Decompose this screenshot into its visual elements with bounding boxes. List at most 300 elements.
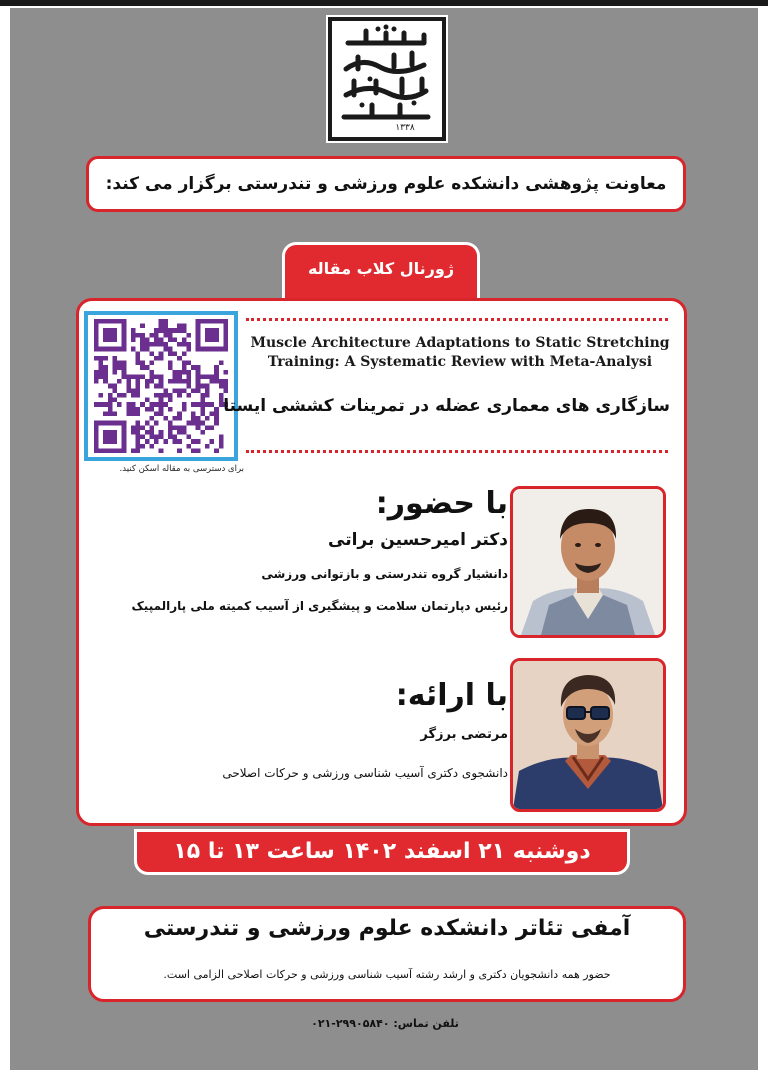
qr-module <box>154 337 159 342</box>
qr-module <box>99 319 104 324</box>
qr-module <box>219 379 224 384</box>
qr-module <box>136 407 141 412</box>
qr-module <box>94 319 99 324</box>
qr-module <box>196 324 201 329</box>
qr-module <box>219 435 224 440</box>
article-title-english <box>246 334 674 372</box>
qr-module <box>196 439 201 444</box>
qr-module <box>117 402 122 407</box>
article-title-english-line-2: Training: A Systematic Review with Meta-Analysi <box>267 354 653 370</box>
qr-module <box>223 328 228 333</box>
qr-module <box>145 430 150 435</box>
qr-module <box>205 388 210 393</box>
qr-module <box>136 435 141 440</box>
qr-module <box>182 407 187 412</box>
qr-module <box>214 337 219 342</box>
qr-module <box>136 388 141 393</box>
qr-module <box>168 361 173 366</box>
qr-module <box>210 328 215 333</box>
qr-module <box>117 379 122 384</box>
qr-module <box>173 351 178 356</box>
qr-module <box>173 328 178 333</box>
qr-module <box>219 439 224 444</box>
qr-module <box>149 379 154 384</box>
qr-module <box>196 374 201 379</box>
qr-module <box>154 411 159 416</box>
qr-module <box>99 370 104 375</box>
qr-module <box>122 435 127 440</box>
qr-module <box>173 337 178 342</box>
qr-module <box>210 379 215 384</box>
qr-module <box>186 374 191 379</box>
qr-module <box>108 448 113 453</box>
qr-module <box>168 425 173 430</box>
qr-module <box>186 333 191 338</box>
qr-module <box>205 374 210 379</box>
qr-module <box>210 374 215 379</box>
qr-module <box>223 379 228 384</box>
qr-module <box>173 425 178 430</box>
qr-module <box>117 393 122 398</box>
qr-module <box>131 425 136 430</box>
qr-module <box>200 421 205 426</box>
qr-module <box>173 388 178 393</box>
qr-module <box>145 421 150 426</box>
qr-module <box>182 379 187 384</box>
qr-module <box>173 370 178 375</box>
qr-module <box>159 407 164 412</box>
qr-module <box>136 351 141 356</box>
qr-module <box>103 411 108 416</box>
qr-module <box>149 351 154 356</box>
qr-module <box>200 402 205 407</box>
qr-module <box>186 421 191 426</box>
qr-module <box>200 411 205 416</box>
qr-module <box>131 328 136 333</box>
qr-module <box>145 365 150 370</box>
event-date-time: دوشنبه ۲۱ اسفند ۱۴۰۲ ساعت ۱۳ تا ۱۵ <box>134 829 630 875</box>
qr-module <box>168 398 173 403</box>
qr-module <box>168 435 173 440</box>
qr-module <box>112 347 117 352</box>
qr-module <box>94 421 99 426</box>
qr-module <box>131 407 136 412</box>
organizer-banner: معاونت پژوهشی دانشکده علوم ورزشی و تندرستی برگزار می کند: <box>86 156 686 212</box>
qr-module <box>205 393 210 398</box>
qr-module <box>103 448 108 453</box>
qr-module <box>214 328 219 333</box>
qr-module <box>168 430 173 435</box>
qr-module <box>103 379 108 384</box>
qr-module <box>182 324 187 329</box>
qr-module <box>103 365 108 370</box>
qr-module <box>223 388 228 393</box>
qr-module <box>163 439 168 444</box>
qr-module <box>103 402 108 407</box>
contact-info <box>200 1017 570 1030</box>
qr-module <box>214 370 219 375</box>
qr-module <box>112 370 117 375</box>
qr-module <box>140 425 145 430</box>
qr-module <box>196 416 201 421</box>
qr-module <box>154 333 159 338</box>
qr-module <box>112 411 117 416</box>
qr-module <box>196 337 201 342</box>
qr-module <box>159 384 164 389</box>
supervisor-role-paralympic: رئیس دپارتمان سلامت و پیشگیری از آسیب کمیته ملی پارالمپیک <box>131 599 508 613</box>
qr-module <box>108 384 113 389</box>
qr-module <box>186 444 191 449</box>
qr-module <box>191 448 196 453</box>
qr-module <box>94 333 99 338</box>
qr-module <box>136 425 141 430</box>
qr-module <box>136 333 141 338</box>
qr-module <box>173 374 178 379</box>
qr-module <box>205 337 210 342</box>
qr-module <box>196 328 201 333</box>
qr-module <box>210 337 215 342</box>
qr-module <box>140 365 145 370</box>
qr-module <box>200 407 205 412</box>
qr-module <box>168 365 173 370</box>
qr-module <box>149 430 154 435</box>
qr-module <box>168 333 173 338</box>
qr-module <box>136 379 141 384</box>
qr-module <box>182 402 187 407</box>
qr-module <box>154 439 159 444</box>
qr-module <box>99 356 104 361</box>
qr-module <box>163 333 168 338</box>
qr-module <box>163 388 168 393</box>
qr-module <box>103 439 108 444</box>
qr-module <box>205 333 210 338</box>
qr-module <box>108 421 113 426</box>
qr-module <box>149 370 154 375</box>
qr-module <box>191 416 196 421</box>
qr-module <box>173 439 178 444</box>
qr-module <box>205 384 210 389</box>
qr-module <box>131 411 136 416</box>
qr-module <box>182 370 187 375</box>
qr-module <box>103 356 108 361</box>
attendance-note: حضور همه دانشجویان دکتری و ارشد رشته آسیب شناسی ورزشی و حرکات اصلاحی الزامی است. <box>163 968 611 981</box>
qr-module <box>112 384 117 389</box>
qr-module <box>173 379 178 384</box>
qr-module <box>182 365 187 370</box>
qr-module <box>136 430 141 435</box>
qr-module <box>136 356 141 361</box>
qr-module <box>154 384 159 389</box>
qr-module <box>219 361 224 366</box>
qr-module <box>145 439 150 444</box>
qr-module <box>112 398 117 403</box>
qr-module <box>196 379 201 384</box>
qr-module <box>214 416 219 421</box>
qr-module <box>117 319 122 324</box>
qr-module <box>210 333 215 338</box>
qr-module <box>145 347 150 352</box>
qr-module <box>205 347 210 352</box>
qr-module <box>196 388 201 393</box>
qr-module <box>214 374 219 379</box>
qr-module <box>136 361 141 366</box>
qr-module <box>112 361 117 366</box>
venue-title: آمفی تئاتر دانشکده علوم ورزشی و تندرستی <box>143 916 631 941</box>
qr-module <box>94 425 99 430</box>
qr-module <box>108 430 113 435</box>
qr-module <box>186 379 191 384</box>
qr-module <box>126 388 131 393</box>
qr-module <box>94 328 99 333</box>
qr-module <box>149 402 154 407</box>
qr-module <box>117 347 122 352</box>
qr-module <box>163 393 168 398</box>
qr-module <box>112 333 117 338</box>
presenter-portrait-image <box>513 661 663 809</box>
qr-module <box>145 407 150 412</box>
qr-module <box>177 439 182 444</box>
qr-module <box>186 361 191 366</box>
qr-module <box>108 319 113 324</box>
qr-module <box>122 370 127 375</box>
qr-module <box>177 374 182 379</box>
qr-module <box>214 347 219 352</box>
qr-module <box>154 435 159 440</box>
qr-module <box>131 430 136 435</box>
qr-module <box>223 319 228 324</box>
qr-module <box>168 347 173 352</box>
qr-module <box>173 435 178 440</box>
qr-module <box>112 430 117 435</box>
qr-module <box>131 374 136 379</box>
qr-module <box>122 393 127 398</box>
contact-phone[interactable]: ۰۲۱-۲۹۹۰۵۸۴۰ <box>311 1017 390 1030</box>
qr-module <box>159 342 164 347</box>
qr-module <box>126 407 131 412</box>
qr-module <box>99 421 104 426</box>
qr-module <box>94 402 99 407</box>
qr-module <box>112 448 117 453</box>
qr-module <box>177 379 182 384</box>
qr-module <box>117 365 122 370</box>
qr-module <box>196 425 201 430</box>
qr-module <box>94 444 99 449</box>
qr-module <box>112 356 117 361</box>
qr-module <box>136 411 141 416</box>
qr-module <box>159 337 164 342</box>
qr-module <box>122 425 127 430</box>
qr-module <box>214 411 219 416</box>
qr-module <box>99 347 104 352</box>
qr-module <box>163 319 168 324</box>
qr-module <box>186 342 191 347</box>
presenter-role: دانشجوی دکتری آسیب شناسی ورزشی و حرکات اصلاحی <box>222 766 508 780</box>
qr-module <box>154 402 159 407</box>
qr-module <box>191 411 196 416</box>
article-qr-code[interactable] <box>84 311 238 461</box>
qr-module <box>136 448 141 453</box>
qr-module <box>145 342 150 347</box>
qr-module <box>200 319 205 324</box>
qr-module <box>140 337 145 342</box>
qr-module <box>94 337 99 342</box>
qr-module <box>103 328 108 333</box>
qr-module <box>223 342 228 347</box>
supervisor-heading: با حضور: <box>375 486 508 521</box>
qr-code-icon <box>92 319 230 453</box>
qr-module <box>126 384 131 389</box>
qr-module <box>131 402 136 407</box>
qr-module <box>177 356 182 361</box>
qr-module <box>149 444 154 449</box>
qr-module <box>136 374 141 379</box>
qr-module <box>219 319 224 324</box>
qr-module <box>182 361 187 366</box>
qr-module <box>214 333 219 338</box>
qr-module <box>182 342 187 347</box>
university-logo <box>328 17 446 141</box>
qr-module <box>177 342 182 347</box>
qr-module <box>122 444 127 449</box>
presenter-photo <box>510 658 666 812</box>
qr-module <box>108 333 113 338</box>
qr-module <box>108 411 113 416</box>
qr-module <box>117 448 122 453</box>
qr-module <box>177 416 182 421</box>
qr-module <box>122 328 127 333</box>
qr-module <box>103 435 108 440</box>
qr-module <box>122 319 127 324</box>
qr-module <box>196 421 201 426</box>
qr-module <box>182 351 187 356</box>
qr-module <box>117 361 122 366</box>
qr-module <box>177 411 182 416</box>
qr-module <box>205 319 210 324</box>
qr-module <box>154 393 159 398</box>
qr-module <box>163 347 168 352</box>
article-title-persian: سازگاری های معماری عضله در تمرینات کششی ایستا <box>223 396 670 416</box>
qr-module <box>168 421 173 426</box>
qr-module <box>168 337 173 342</box>
qr-module <box>159 374 164 379</box>
qr-module <box>168 351 173 356</box>
qr-module <box>149 374 154 379</box>
qr-module <box>122 439 127 444</box>
qr-module <box>177 430 182 435</box>
presenter-heading: با ارائه: <box>395 678 508 713</box>
qr-module <box>140 347 145 352</box>
qr-module <box>205 416 210 421</box>
qr-module <box>103 421 108 426</box>
qr-module <box>149 342 154 347</box>
qr-module <box>182 328 187 333</box>
qr-module <box>103 337 108 342</box>
qr-module <box>186 435 191 440</box>
qr-module <box>136 439 141 444</box>
qr-module <box>219 444 224 449</box>
supervisor-portrait-image <box>513 489 663 635</box>
qr-module <box>99 448 104 453</box>
qr-module <box>168 407 173 412</box>
qr-module <box>131 333 136 338</box>
qr-module <box>122 333 127 338</box>
qr-module <box>159 393 164 398</box>
qr-module <box>210 425 215 430</box>
qr-module <box>177 328 182 333</box>
qr-module <box>196 402 201 407</box>
qr-module <box>145 398 150 403</box>
qr-module <box>154 356 159 361</box>
qr-module <box>205 328 210 333</box>
qr-module <box>112 439 117 444</box>
qr-module <box>99 402 104 407</box>
qr-module <box>196 384 201 389</box>
qr-module <box>149 425 154 430</box>
qr-module <box>173 416 178 421</box>
qr-module <box>223 333 228 338</box>
top-border-line <box>0 0 768 6</box>
qr-module <box>103 319 108 324</box>
qr-module <box>205 402 210 407</box>
qr-module <box>191 402 196 407</box>
qr-module <box>196 370 201 375</box>
qr-module <box>210 347 215 352</box>
qr-module <box>131 337 136 342</box>
qr-module <box>122 448 127 453</box>
qr-module <box>219 384 224 389</box>
qr-module <box>186 393 191 398</box>
qr-module <box>200 384 205 389</box>
qr-module <box>131 388 136 393</box>
qr-module <box>108 337 113 342</box>
qr-module <box>159 398 164 403</box>
qr-module <box>131 393 136 398</box>
qr-module <box>94 435 99 440</box>
qr-module <box>126 374 131 379</box>
qr-module <box>223 370 228 375</box>
qr-module <box>99 393 104 398</box>
logo-calligraphy-image <box>332 21 442 137</box>
qr-module <box>149 407 154 412</box>
qr-module <box>210 439 215 444</box>
qr-module <box>223 324 228 329</box>
qr-module <box>140 361 145 366</box>
qr-module <box>149 361 154 366</box>
qr-module <box>182 425 187 430</box>
qr-module <box>159 430 164 435</box>
qr-module <box>196 342 201 347</box>
qr-module <box>136 393 141 398</box>
qr-module <box>191 439 196 444</box>
qr-module <box>94 356 99 361</box>
qr-module <box>99 374 104 379</box>
qr-module <box>112 435 117 440</box>
qr-module <box>154 374 159 379</box>
qr-module <box>140 402 145 407</box>
qr-module <box>103 333 108 338</box>
qr-module <box>219 347 224 352</box>
qr-module <box>210 319 215 324</box>
qr-module <box>200 347 205 352</box>
qr-module <box>168 379 173 384</box>
qr-module <box>94 370 99 375</box>
qr-module <box>177 425 182 430</box>
qr-module <box>182 337 187 342</box>
qr-module <box>210 402 215 407</box>
qr-module <box>159 319 164 324</box>
qr-module <box>94 379 99 384</box>
dotted-divider-bottom <box>246 450 668 453</box>
